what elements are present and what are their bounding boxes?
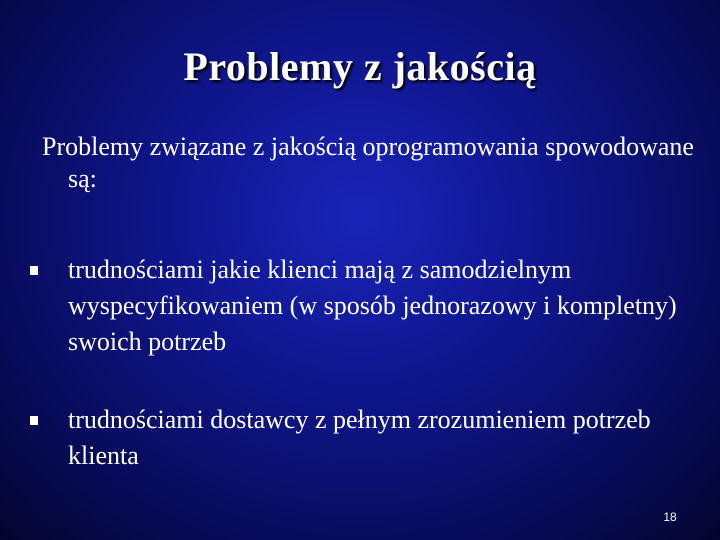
page-number: 18 xyxy=(663,510,677,524)
bullet-text: trudnościami dostawcy z pełnym zrozumieniem potrzeb klienta xyxy=(68,405,651,470)
square-bullet-icon xyxy=(30,416,38,425)
bullet-item xyxy=(30,252,680,360)
bullet-item xyxy=(30,402,680,474)
slide-title: Problemy z jakością xyxy=(183,44,537,89)
bullet-text: trudnościami jakie klienci mają z samodzielnym wyspecyfikowaniem (w sposób jednorazowy i kompletny) swoich potrzeb xyxy=(68,255,677,356)
square-bullet-icon xyxy=(30,266,38,275)
intro-text: Problemy związane z jakością oprogramowania spowodowane są: xyxy=(42,132,694,193)
